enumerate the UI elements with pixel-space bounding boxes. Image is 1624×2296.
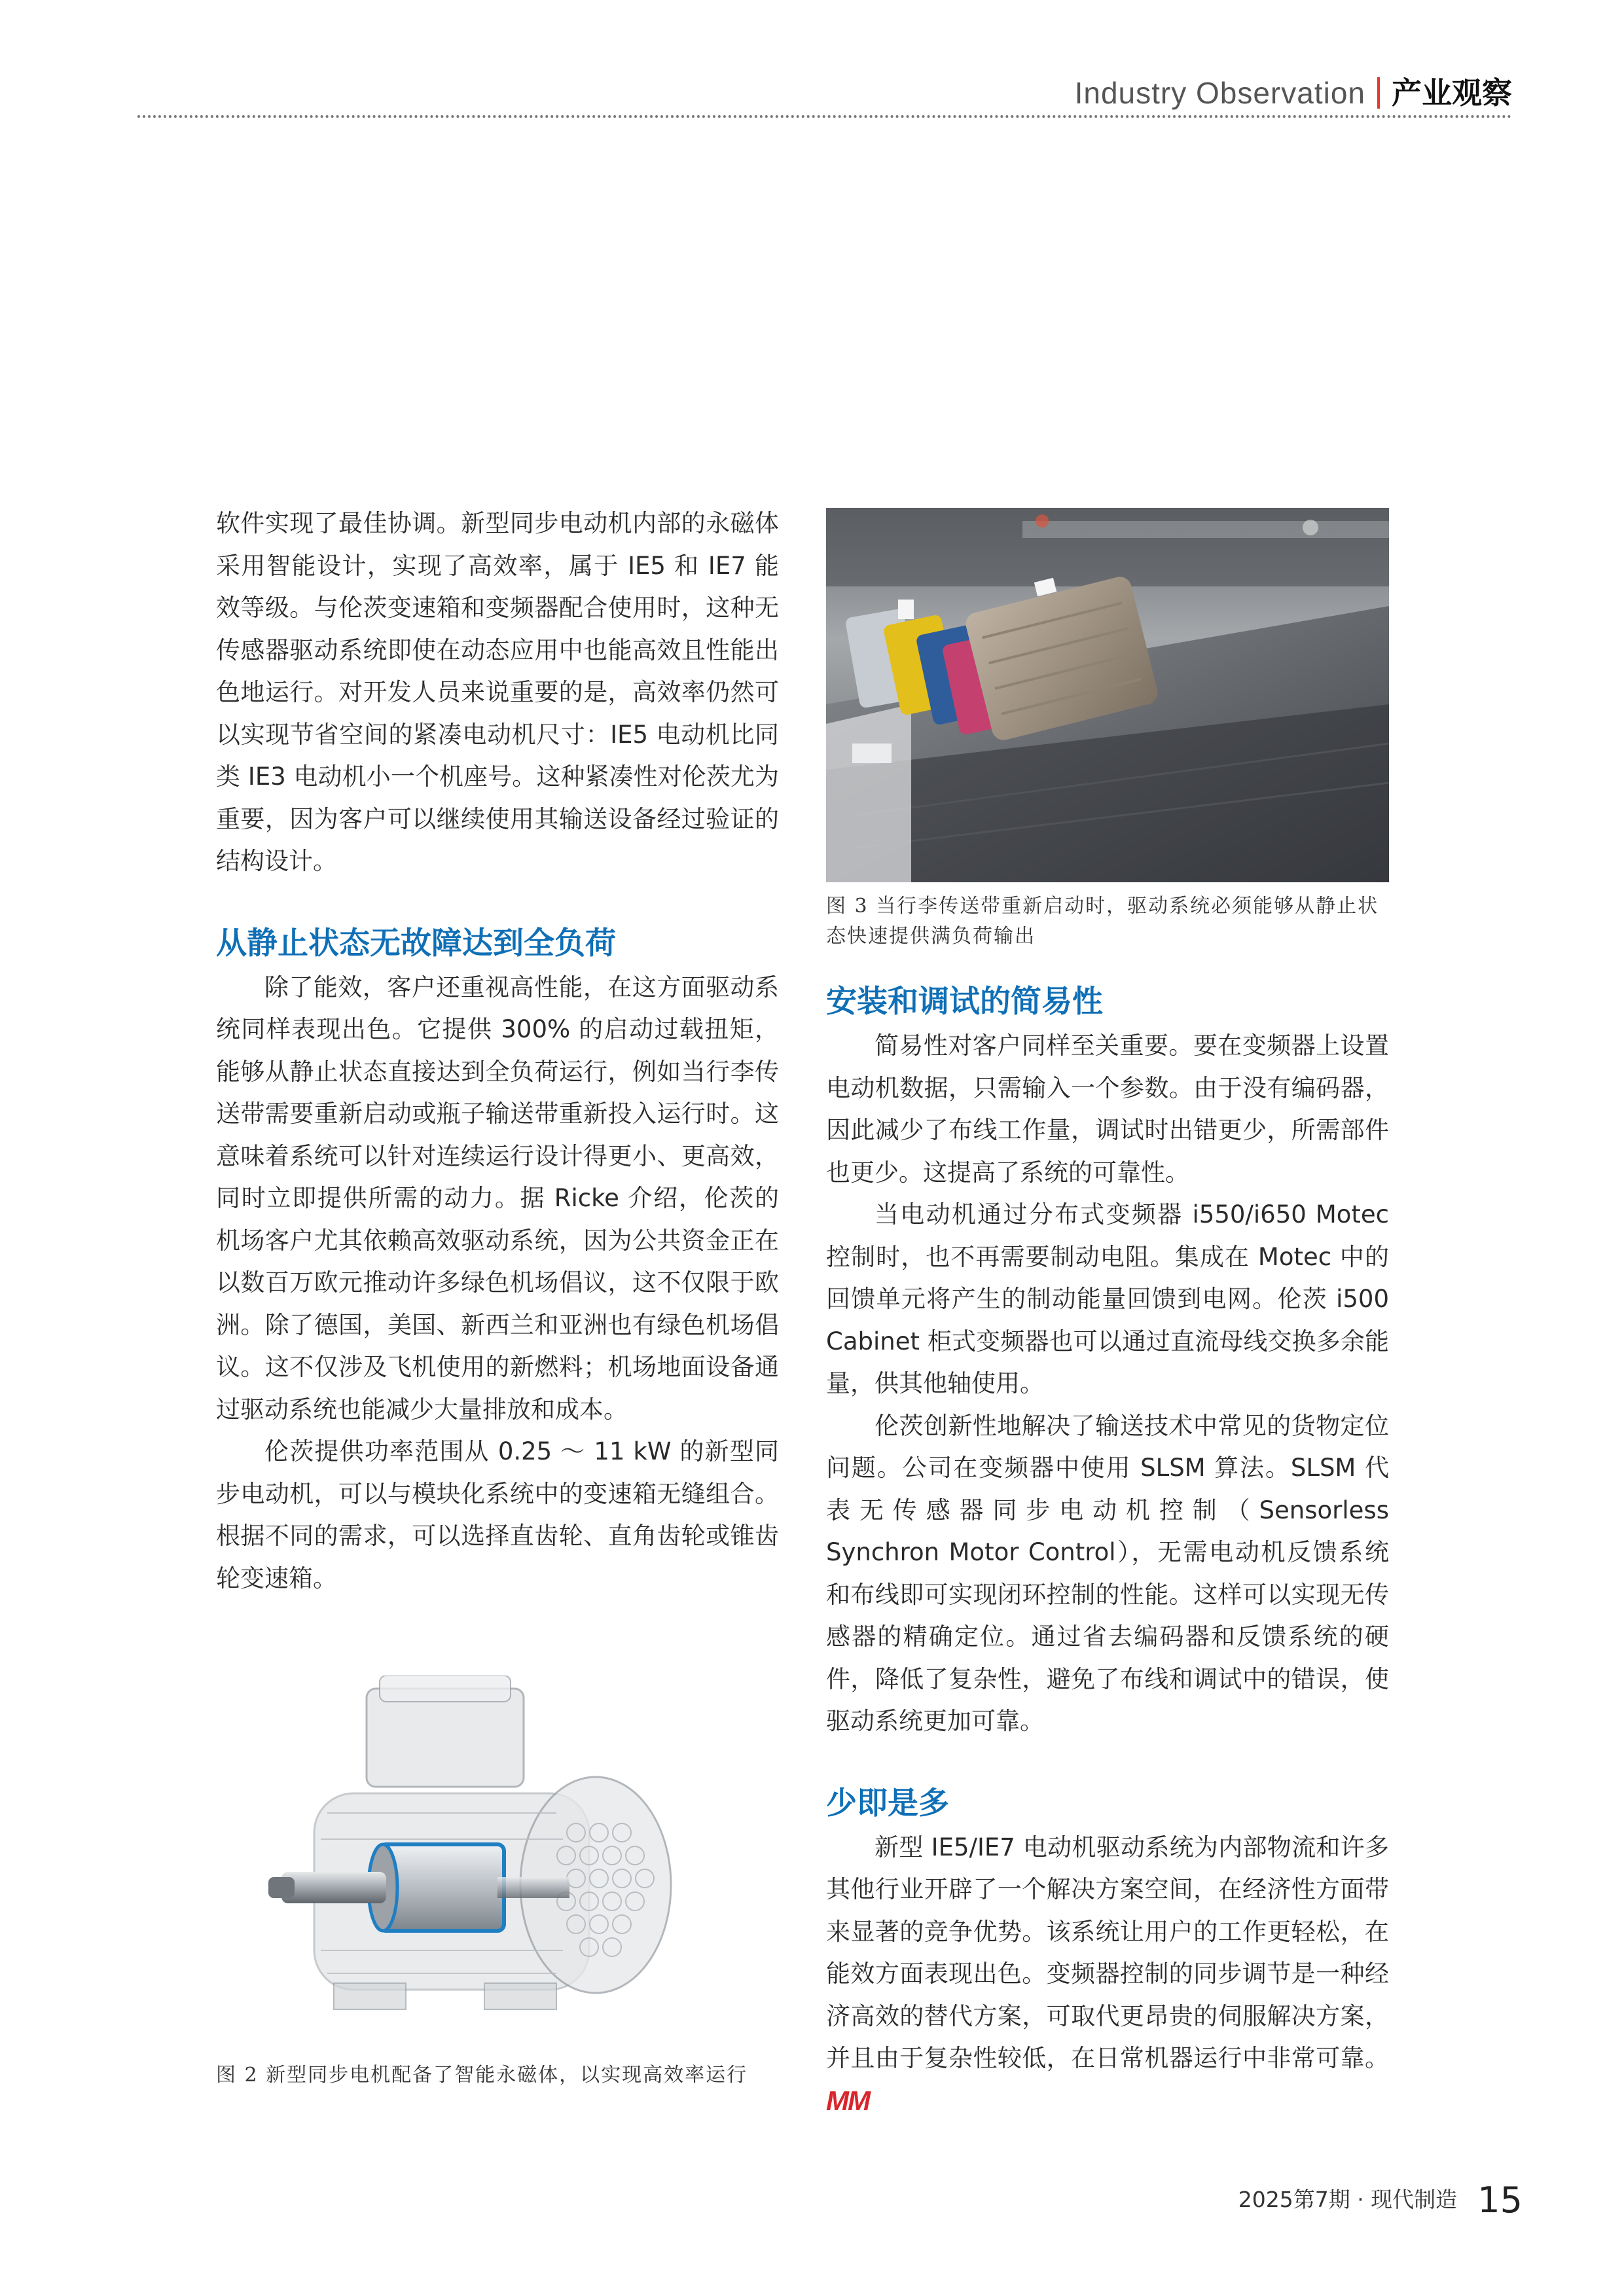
mm-end-mark-logo: MM bbox=[826, 2085, 869, 2116]
section1-paragraph-1: 除了能效，客户还重视高性能，在这方面驱动系统同样表现出色。它提供 300% 的启动过载扭矩，能够从静止状态直接达到全负荷运行，例如当行李传送带需要重新启动或瓶子输送带重新投入运行时。这意味着系统可以针对连续运行设计得更小、更高效，同时立即提供所需的动力。据 Ricke 介绍，伦茨的机场客户尤其依赖高效驱动系统，因为公共资金正在以数百万欧元推动许多绿色机场倡议，这不仅限于欧洲。除了德国，美国、新西兰和亚洲也有绿色机场倡议。这不仅涉及飞机使用的新燃料；机场地面设备通过驱动系统也能减少大量排放和成本。 bbox=[216, 973, 779, 1424]
figure-2-caption: 图 2 新型同步电机配备了智能永磁体，以实现高效率运行 bbox=[216, 2064, 748, 2087]
section2-paragraph-2: 当电动机通过分布式变频器 i550/i650 Motec 控制时，也不再需要制动电阻。集成在 Motec 中的回馈单元将产生的制动能量回馈到电网。伦茨 i500 Cabinet 柜式变频器也可以通过直流母线交换多余能量，供其他轴使用。 bbox=[826, 1200, 1389, 1397]
left-column bbox=[216, 503, 779, 1600]
section2-paragraph-3: 伦茨创新性地解决了输送技术中常见的货物定位问题。公司在变频器中使用 SLSM 算法。SLSM 代表无传感器同步电动机控制（Sensorless Synchron Motor Control），无需电动机反馈系统和布线即可实现闭环控制的性能。这样可以实现无传感器的精确定位。通过省去编码器和反馈系统的硬件，降低了复杂性，避免了布线和调试中的错误，使驱动系统更加可靠。 bbox=[826, 1411, 1389, 1735]
right-column bbox=[826, 979, 1389, 2123]
header-separator bbox=[1377, 77, 1380, 109]
section1-paragraph-2: 伦茨提供功率范围从 0.25 ～ 11 kW 的新型同步电动机，可以与模块化系统中的变速箱无缝组合。根据不同的需求，可以选择直齿轮、直角齿轮或锥齿轮变速箱。 bbox=[216, 1437, 779, 1592]
header-dotted-rule bbox=[137, 115, 1512, 118]
page-footer bbox=[1238, 2179, 1523, 2221]
page-header bbox=[137, 65, 1512, 118]
section-title bbox=[1075, 69, 1512, 113]
figure-3-conveyor-photo bbox=[826, 508, 1389, 882]
section-heading-1: 从静止状态无故障达到全负荷 bbox=[216, 925, 616, 961]
section-heading-2: 安装和调试的简易性 bbox=[826, 984, 1103, 1020]
figure-3-caption: 图 3 当行李传送带重新启动时，驱动系统必须能够从静止状态快速提供满负荷输出 bbox=[826, 895, 1379, 948]
section3-text: 新型 IE5/IE7 电动机驱动系统为内部物流和许多其他行业开辟了一个解决方案空间，在经济性方面带来显著的竞争优势。该系统让用户的工作更轻松，在能效方面表现出色。变频器控制的同步调节是一种经济高效的替代方案，可取代更昂贵的伺服解决方案，并且由于复杂性较低，在日常机器运行中非常可靠。 bbox=[826, 1833, 1389, 2072]
section2-paragraph-1: 简易性对客户同样至关重要。要在变频器上设置电动机数据，只需输入一个参数。由于没有编码器，因此减少了布线工作量，调试时出错更少，所需部件也更少。这提高了系统的可靠性。 bbox=[826, 1031, 1389, 1187]
section-title-cn: 产业观察 bbox=[1392, 75, 1512, 111]
intro-paragraph: 软件实现了最佳协调。新型同步电动机内部的永磁体采用智能设计，实现了高效率，属于 IE5 和 IE7 能效等级。与伦茨变速箱和变频器配合使用时，这种无传感器驱动系统即使在动态应用中也能高效且性能出色地运行。对开发人员来说重要的是，高效率仍然可以实现节省空间的紧凑电动机尺寸：IE5 电动机比同类 IE3 电动机小一个机座号。这种紧凑性对伦茨尤为重要，因为客户可以继续使用其输送设备经过验证的结构设计。 bbox=[216, 509, 779, 875]
figure-2-motor-image bbox=[268, 1676, 687, 2042]
section3-paragraph-1 bbox=[826, 1827, 1389, 2124]
section-heading-3: 少即是多 bbox=[826, 1785, 949, 1821]
page-number: 15 bbox=[1477, 2179, 1523, 2221]
issue-label: 2025第7期 · 现代制造 bbox=[1238, 2187, 1458, 2212]
section-title-en: Industry Observation bbox=[1074, 76, 1365, 110]
